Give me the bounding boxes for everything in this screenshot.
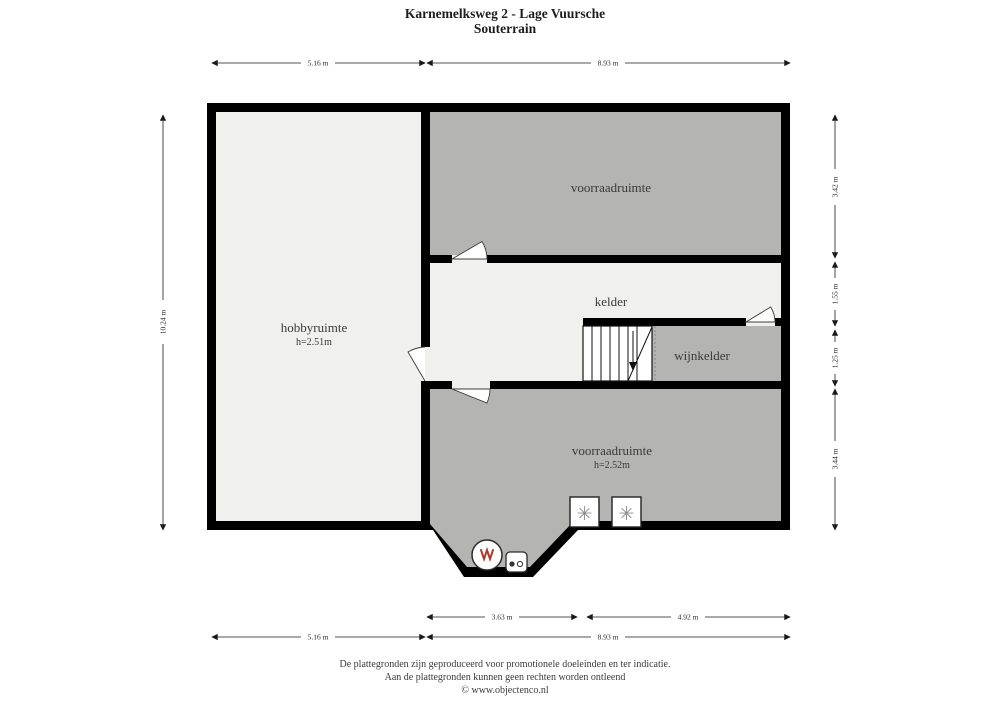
dimension-right-1 <box>830 115 840 258</box>
svg-text:8.93 m: 8.93 m <box>597 632 619 642</box>
room-hobbyruimte <box>216 112 421 521</box>
dimension-bottom-inner-right <box>587 612 790 622</box>
svg-text:1.25 m: 1.25 m <box>830 347 840 369</box>
dimension-top-right <box>427 58 790 68</box>
label-voorraadruimte-bottom-height: h=2.52m <box>594 460 630 471</box>
svg-text:3.44 m: 3.44 m <box>830 448 840 470</box>
label-kelder: kelder <box>594 294 628 309</box>
footer-disclaimer-1: De plattegronden zijn geproduceerd voor promotionele doeleinden en ter indicatie. <box>339 659 671 670</box>
label-voorraadruimte-top: voorraadruimte <box>570 180 652 195</box>
dimension-bottom-inner-left <box>427 612 577 622</box>
page-subtitle: Souterrain <box>473 21 537 36</box>
label-hobbyruimte-height: h=2.51m <box>296 337 332 348</box>
stairs-icon <box>583 326 655 381</box>
page-title: Karnemelksweg 2 - Lage Vuursche <box>404 6 606 21</box>
svg-text:10.24 m: 10.24 m <box>158 309 168 335</box>
boiler-icon <box>472 540 502 570</box>
footer-copyright: © www.objectenco.nl <box>461 685 549 696</box>
svg-text:1.55 m: 1.55 m <box>830 283 840 305</box>
svg-text:✳: ✳ <box>576 503 593 525</box>
dimension-left-height <box>158 115 168 530</box>
dimension-bottom-left <box>212 632 425 642</box>
dimension-right-4 <box>830 389 840 530</box>
dimension-top-left <box>212 58 425 68</box>
footer-disclaimer-2: Aan de plattegronden kunnen geen rechten worden ontleend <box>384 672 626 683</box>
freezer-icon <box>570 497 599 527</box>
dimension-bottom-right <box>427 632 790 642</box>
svg-text:3.42 m: 3.42 m <box>830 176 840 198</box>
svg-text:4.92 m: 4.92 m <box>677 612 699 622</box>
svg-text:✳: ✳ <box>618 503 635 525</box>
label-wijnkelder: wijnkelder <box>674 348 730 363</box>
svg-text:8.93 m: 8.93 m <box>597 58 619 68</box>
dimension-right-3 <box>830 330 840 386</box>
freezer-icon <box>612 497 641 527</box>
water-tank-icon <box>506 552 527 572</box>
svg-text:3.63 m: 3.63 m <box>491 612 513 622</box>
svg-text:5.16 m: 5.16 m <box>307 632 329 642</box>
label-voorraadruimte-bottom: voorraadruimte <box>571 443 653 458</box>
door-opening-bottom <box>452 381 490 389</box>
dimension-right-2 <box>830 262 840 326</box>
svg-text:5.16 m: 5.16 m <box>307 58 329 68</box>
label-hobbyruimte: hobbyruimte <box>280 320 348 335</box>
